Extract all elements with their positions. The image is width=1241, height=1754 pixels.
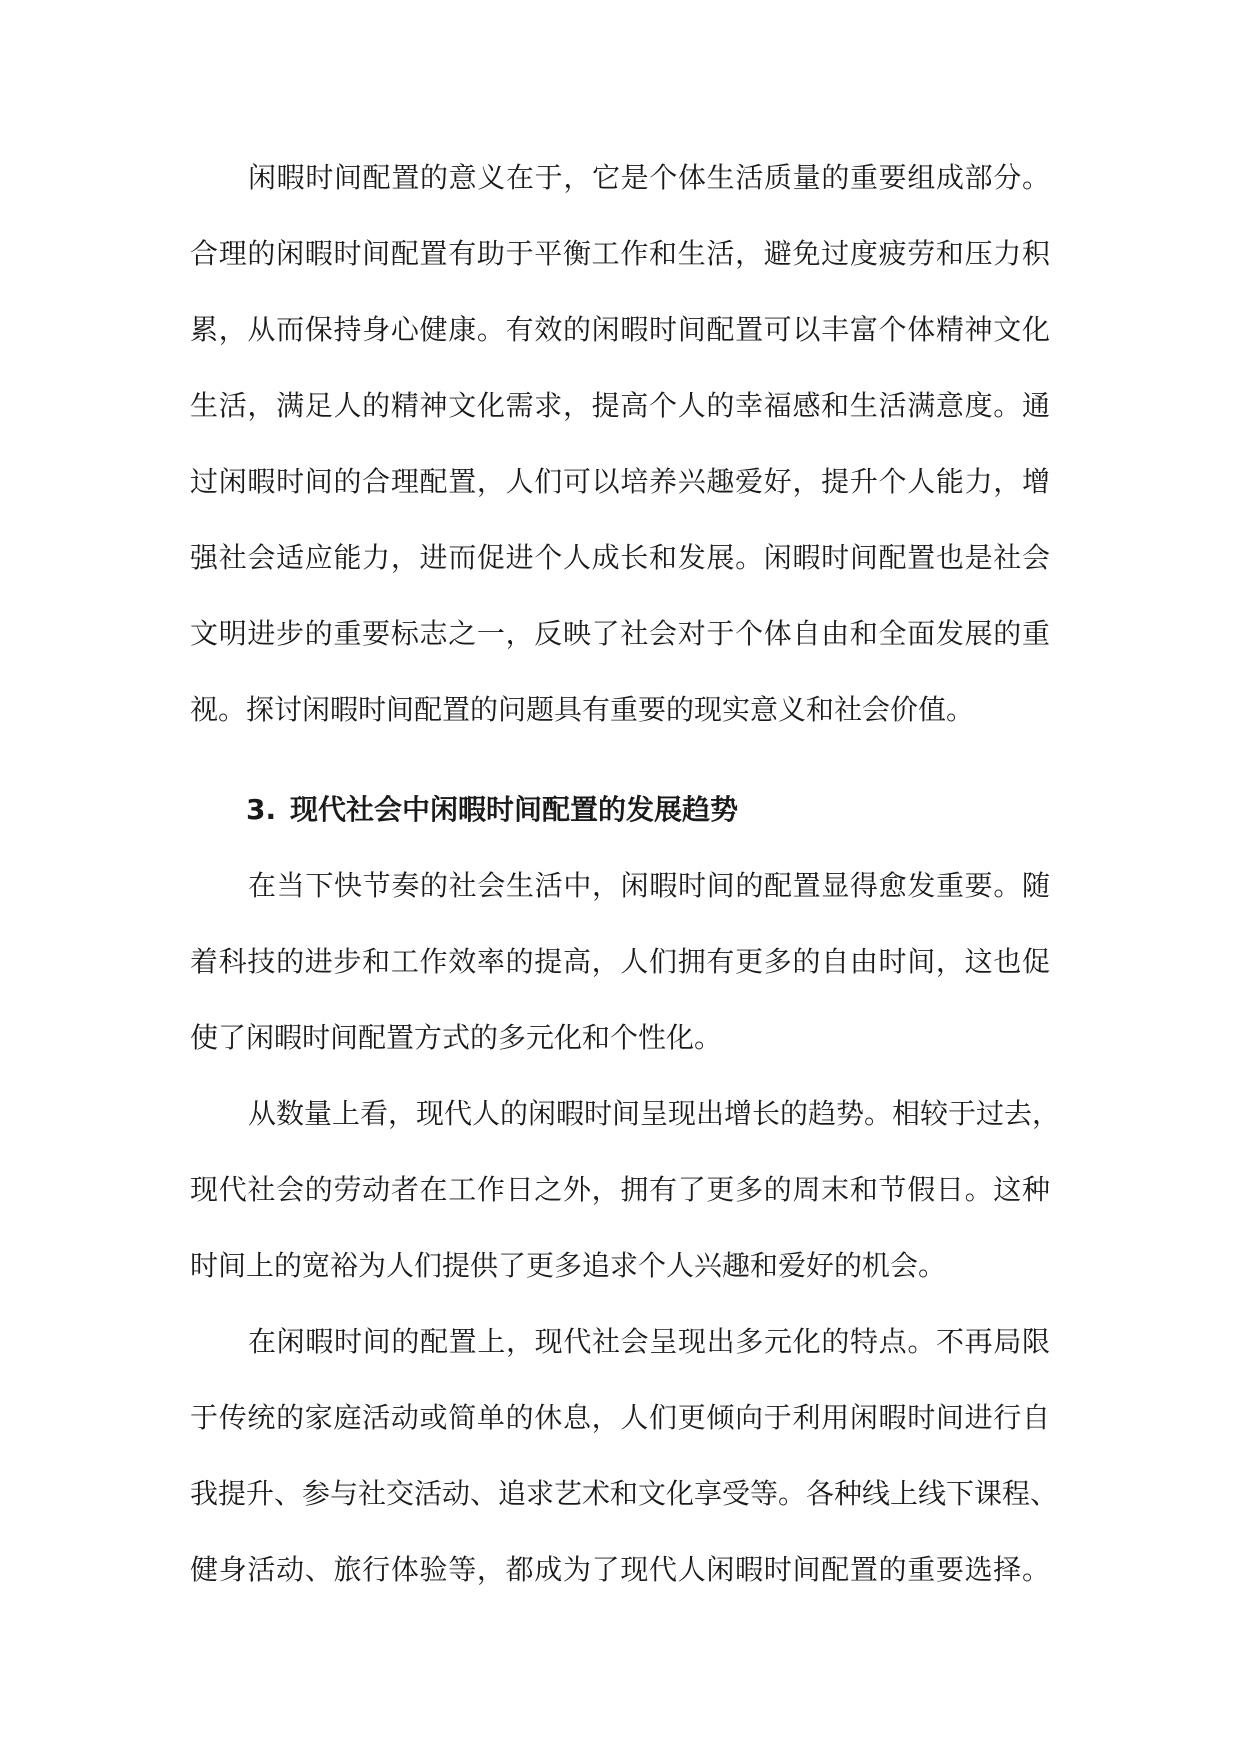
text-line: 文明进步的重要标志之一，反映了社会对于个体自由和全面发展的重: [190, 617, 1050, 650]
text-line: 闲暇时间配置的意义在于，它是个体生活质量的重要组成部分。: [248, 161, 1050, 194]
paragraph-significance: [190, 140, 1050, 748]
text-line: 健身活动、旅行体验等，都成为了现代人闲暇时间配置的重要选择。: [190, 1553, 1050, 1586]
text-line: 累，从而保持身心健康。有效的闲暇时间配置可以丰富个体精神文化: [190, 313, 1050, 346]
paragraph-diversity: [190, 1304, 1059, 1608]
text-line: 过闲暇时间的合理配置，人们可以培养兴趣爱好，提升个人能力，增: [190, 465, 1050, 498]
text-line: 现代社会的劳动者在工作日之外，拥有了更多的周末和节假日。这种: [190, 1173, 1050, 1206]
text-line: 生活，满足人的精神文化需求，提高个人的幸福感和生活满意度。通: [190, 389, 1050, 422]
text-line: 视。探讨闲暇时间配置的问题具有重要的现实意义和社会价值。: [190, 693, 975, 726]
text-line: 我提升、参与社交活动、追求艺术和文化享受等。各种线上线下课程、: [190, 1477, 1059, 1510]
text-line: 强社会适应能力，进而促进个人成长和发展。闲暇时间配置也是社会: [190, 541, 1050, 574]
text-line: 时间上的宽裕为人们提供了更多追求个人兴趣和爱好的机会。: [190, 1249, 947, 1282]
paragraph-quantity: [190, 1076, 1061, 1304]
text-line: 从数量上看，现代人的闲暇时间呈现出增长的趋势。相较于过去，: [248, 1097, 1061, 1130]
section-number: 3.: [246, 793, 277, 826]
paragraph-intro: [190, 848, 1050, 1076]
section-title: 现代社会中闲暇时间配置的发展趋势: [290, 793, 739, 826]
text-line: 使了闲暇时间配置方式的多元化和个性化。: [190, 1021, 723, 1054]
section-heading: [246, 772, 738, 848]
text-line: 在当下快节奏的社会生活中，闲暇时间的配置显得愈发重要。随: [248, 869, 1050, 902]
text-line: 着科技的进步和工作效率的提高，人们拥有更多的自由时间，这也促: [190, 945, 1050, 978]
text-line: 于传统的家庭活动或简单的休息，人们更倾向于利用闲暇时间进行自: [190, 1401, 1050, 1434]
text-line: 在闲暇时间的配置上，现代社会呈现出多元化的特点。不再局限: [248, 1325, 1050, 1358]
text-line: 合理的闲暇时间配置有助于平衡工作和生活，避免过度疲劳和压力积: [190, 237, 1050, 270]
